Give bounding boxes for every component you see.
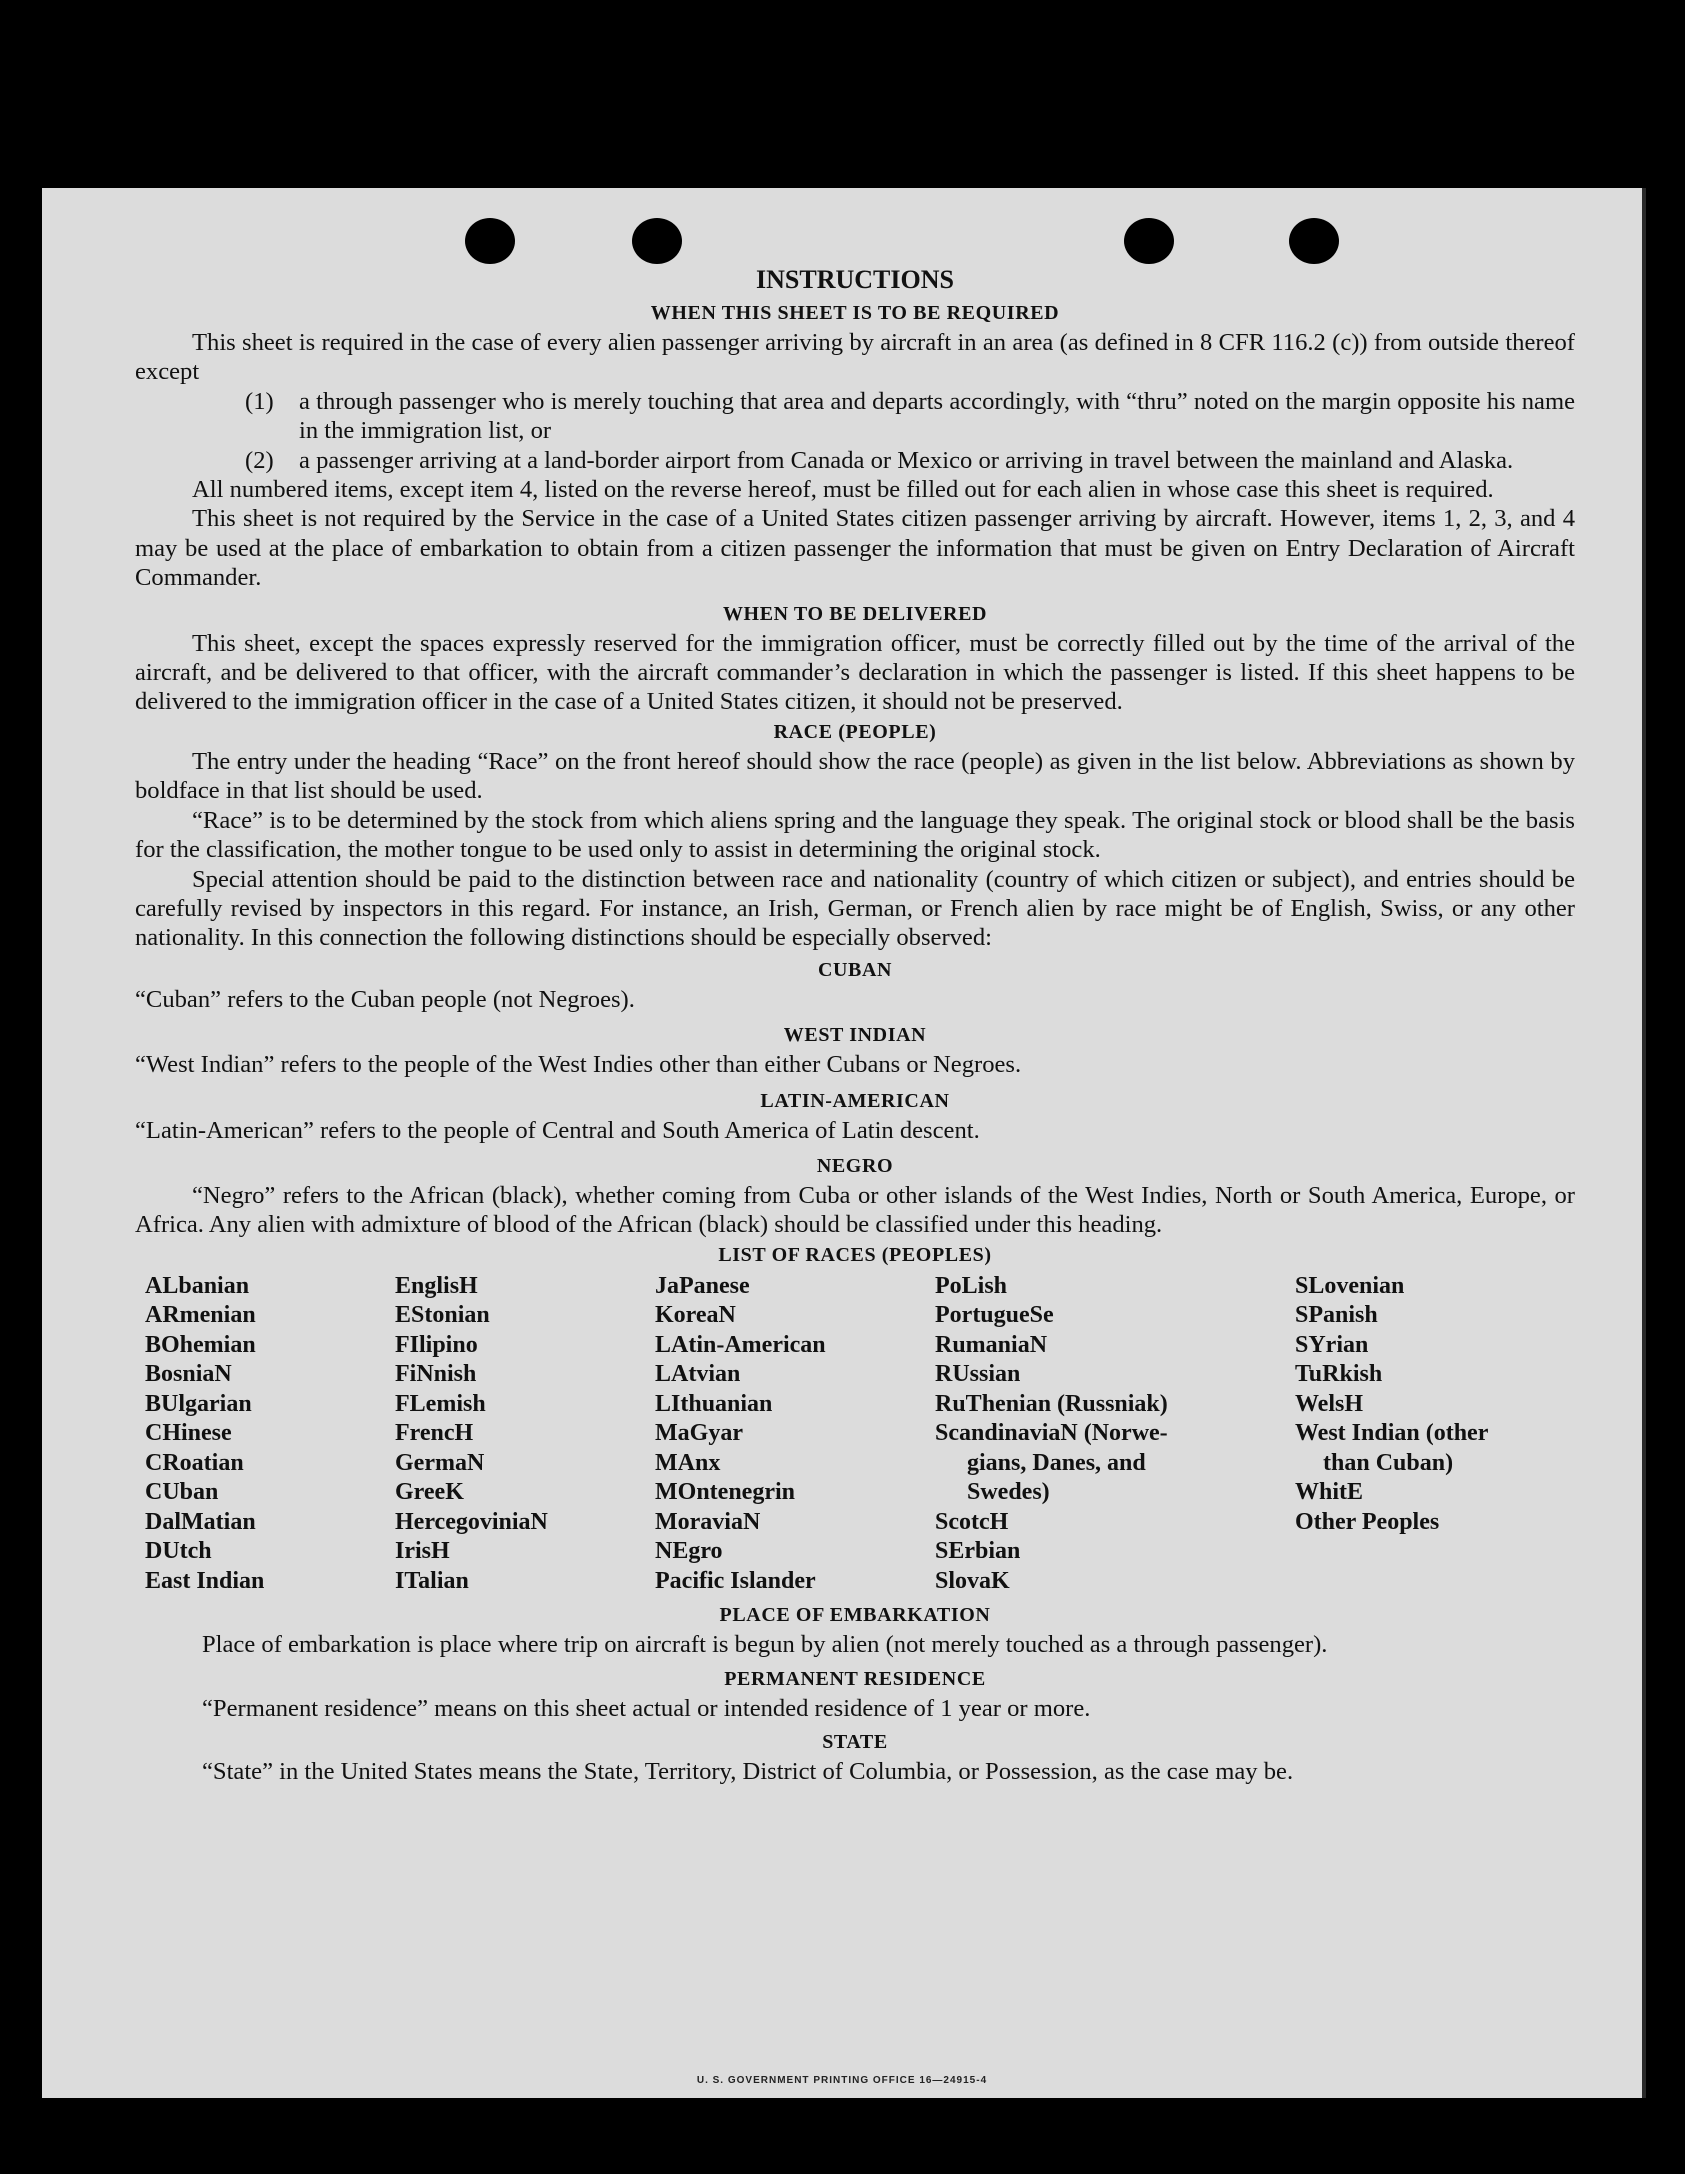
race-entry: WelsH [1295,1390,1364,1417]
paragraph: “Negro” refers to the African (black), whether coming from Cuba or other islands of the West Indies, North or South America, Europe, or Africa. Any alien with admixture of blood of the African (black) should be classified under this heading. [135,1181,1575,1239]
race-entry: FIlipino [395,1331,478,1358]
section-heading: WEST INDIAN [783,1024,927,1047]
race-entry: RUssian [935,1361,1021,1388]
paragraph: Place of embarkation is place where trip on aircraft is begun by alien (not merely touched as a through passenger). [202,1631,1328,1659]
item-text: a through passenger who is merely touching that area and departs accordingly, with “thru” noted on the margin opposite his name in the immigration list, or [299,387,1575,445]
race-entry: DUtch [145,1538,212,1565]
race-entry: ScotcH [935,1508,1009,1535]
race-entry: SlovaK [935,1567,1010,1594]
race-entry: GreeK [395,1479,464,1506]
race-entry: SYrian [1295,1331,1369,1358]
race-entry: SPanish [1295,1302,1378,1329]
race-entry: SLovenian [1295,1272,1405,1299]
paragraph: The entry under the heading “Race” on the front hereof should show the race (people) as given in the list below. Abbreviations as shown by boldface in that list should be used. [135,747,1575,805]
race-entry: ARmenian [145,1302,256,1329]
paragraph: Special attention should be paid to the distinction between race and nationality (country of which citizen or subject), and entries should be carefully revised by inspectors in this regard. For instance, an Irish, German, or French alien by race might be of English, Swiss, or any other nationality. In this connection the following distinctions should be especially observed: [135,865,1575,952]
race-entry: EnglisH [395,1272,478,1299]
paragraph: “Race” is to be determined by the stock from which aliens spring and the language they speak. The original stock or blood shall be the basis for the classification, the mother tongue to be used only to assist in determining the original stock. [135,806,1575,864]
race-entry: CUban [145,1479,219,1506]
race-entry: FLemish [395,1390,486,1417]
section-heading: STATE [822,1731,888,1754]
section-heading: NEGRO [816,1154,894,1177]
race-entry: DalMatian [145,1508,256,1535]
paragraph: This sheet is required in the case of every alien passenger arriving by aircraft in an area (as defined in 8 CFR 116.2 (c)) from outside thereof except [135,329,1575,386]
race-entry: than Cuban) [1323,1449,1454,1476]
race-entry: LIthuanian [655,1390,773,1417]
definition: “Cuban” refers to the Cuban people (not Negroes). [135,985,635,1013]
section-heading: WHEN TO BE DELIVERED [722,602,988,625]
list-item [245,387,1575,446]
race-entry: IrisH [395,1538,450,1565]
section-heading: LIST OF RACES (PEOPLES) [718,1243,992,1266]
race-entry: Other Peoples [1295,1508,1440,1535]
item-text: a passenger arriving at a land-border airport from Canada or Mexico or arriving in travel between the mainland and Alaska. [299,446,1514,474]
race-entry: LAtvian [655,1361,741,1388]
paragraph: This sheet is not required by the Service in the case of a United States citizen passenger arriving by aircraft. However, items 1, 2, 3, and 4 may be used at the place of embarkation to obtain from a citizen passenger the information that must be given on Entry Declaration of Aircraft Commander. [135,505,1575,592]
section-heading: RACE (PEOPLE) [773,720,937,743]
definition: “West Indian” refers to the people of the West Indies other than either Cubans or Negroes. [135,1051,1022,1079]
list-item [245,446,1575,475]
race-entry: HercegoviniaN [395,1508,548,1535]
race-entry: ScandinaviaN (Norwe- [935,1420,1168,1447]
section-heading: CUBAN [817,958,893,981]
race-entry: PoLish [935,1272,1008,1299]
race-entry: EStonian [395,1302,490,1329]
race-column [655,1272,935,1597]
race-list [145,1272,1575,1597]
race-column [395,1272,655,1597]
paragraph: “State” in the United States means the State, Territory, District of Columbia, or Possession, as the case may be. [202,1758,1294,1786]
race-entry: KoreaN [655,1302,736,1329]
race-entry: CHinese [145,1420,232,1447]
race-entry: East Indian [145,1567,265,1594]
page-title: INSTRUCTIONS [756,265,954,294]
race-entry: MoraviaN [655,1508,761,1535]
race-entry: FrencH [395,1420,474,1447]
form-sheet [42,188,1646,2098]
item-number: (1) [245,387,274,415]
section-heading: PLACE OF EMBARKATION [719,1604,991,1627]
race-entry: RumaniaN [935,1331,1048,1358]
race-entry: TuRkish [1295,1361,1383,1388]
race-entry: Pacific Islander [655,1567,816,1594]
printer-imprint: U. S. GOVERNMENT PRINTING OFFICE 16—24915-4 [696,2075,988,2086]
race-entry: PortugueSe [935,1302,1054,1329]
race-entry: ALbanian [145,1272,250,1299]
race-entry: LAtin-American [655,1331,826,1358]
race-entry: BOhemian [145,1331,256,1358]
definition: “Latin-American” refers to the people of Central and South America of Latin descent. [135,1116,980,1144]
race-entry: FiNnish [395,1361,477,1388]
race-entry: Swedes) [967,1479,1050,1506]
race-entry: WhitE [1295,1479,1364,1506]
race-column [935,1272,1295,1597]
race-column [145,1272,395,1597]
section-heading: WHEN THIS SHEET IS TO BE REQUIRED [650,302,1060,324]
paragraph: All numbered items, except item 4, listed on the reverse hereof, must be filled out for each alien in whose case this sheet is required. [192,476,1494,504]
race-entry: MAnx [655,1449,721,1476]
section-heading: PERMANENT RESIDENCE [724,1667,986,1690]
race-entry: CRoatian [145,1449,244,1476]
race-entry: ITalian [395,1567,469,1594]
race-entry: BosniaN [145,1361,232,1388]
race-entry: GermaN [395,1449,485,1476]
race-entry: JaPanese [655,1272,750,1299]
race-entry: RuThenian (Russniak) [935,1390,1168,1417]
race-entry: West Indian (other [1295,1420,1489,1447]
race-entry: gians, Danes, and [967,1449,1146,1476]
paragraph: “Permanent residence” means on this sheet actual or intended residence of 1 year or more. [202,1694,1091,1722]
race-entry: BUlgarian [145,1390,252,1417]
race-column [1295,1272,1575,1597]
race-entry: MaGyar [655,1420,743,1447]
race-entry: MOntenegrin [655,1479,795,1506]
section-heading: LATIN-AMERICAN [760,1089,950,1112]
race-entry: SErbian [935,1538,1021,1565]
item-number: (2) [245,446,274,474]
paragraph: This sheet, except the spaces expressly reserved for the immigration officer, must be correctly filled out by the time of the arrival of the aircraft, and be delivered to that officer, with the aircraft commander’s declaration in which the passenger is listed. If this sheet happens to be delivered to the immigration officer in the case of a United States citizen, it should not be preserved. [135,629,1575,716]
race-entry: NEgro [655,1538,723,1565]
instructions-body [135,258,1575,1786]
